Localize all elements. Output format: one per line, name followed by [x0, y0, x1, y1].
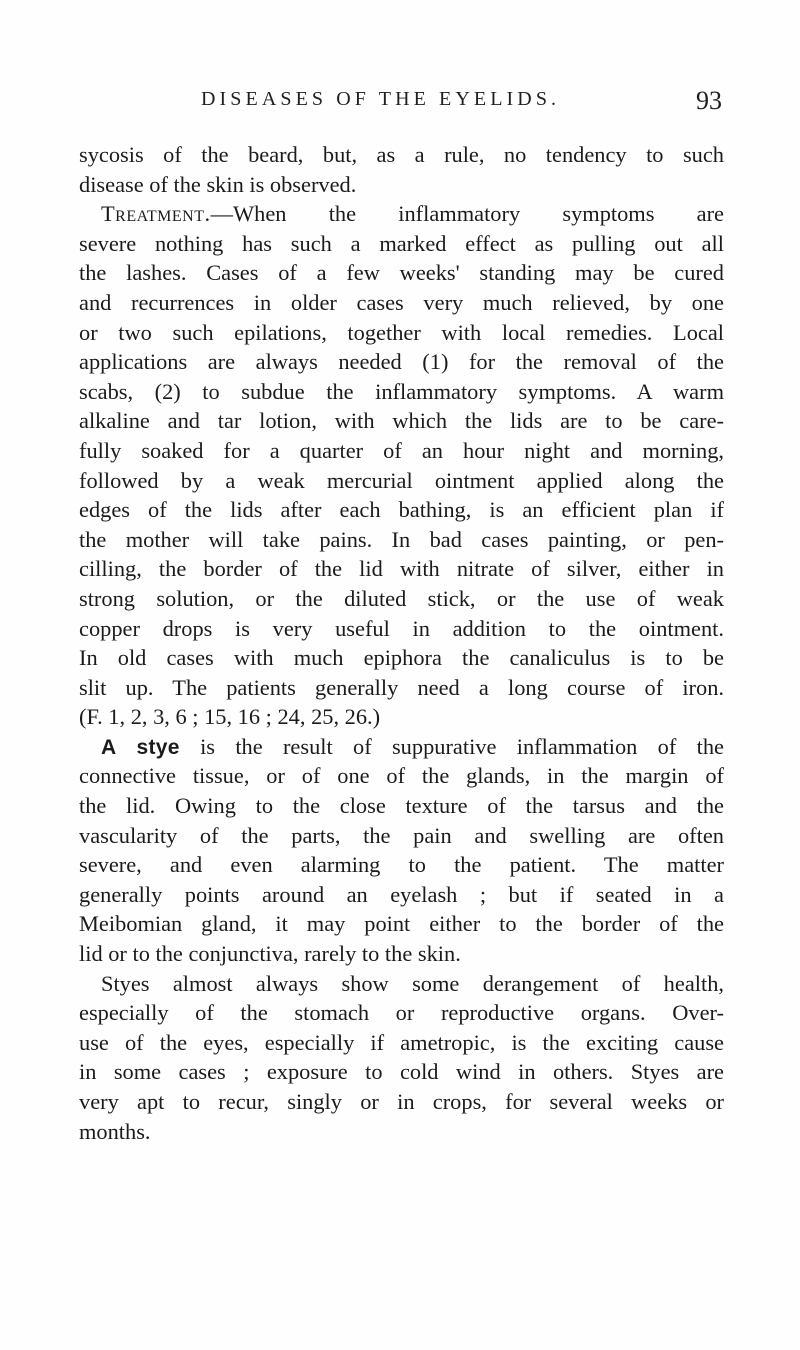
text-line: and recurrences in older cases very much relieved, by one [79, 289, 724, 315]
text-line: generally points around an eyelash ; but if seated in a [79, 881, 724, 907]
text-line: lid or to the conjunctiva, rarely to the skin. [79, 941, 461, 967]
treatment-heading: Treatment. [101, 201, 211, 227]
text-line: use of the eyes, especially if ametropic, is the exciting cause [79, 1029, 724, 1055]
text-line: fully soaked for a quarter of an hour night and morning, [79, 437, 724, 463]
running-head [79, 88, 722, 118]
text-line: severe nothing has such a marked effect as pulling out all [79, 230, 724, 256]
running-title: DISEASES OF THE EYELIDS. [201, 88, 561, 110]
text-line: sycosis of the beard, but, as a rule, no tendency to such [79, 142, 724, 167]
text-line: especially of the stomach or reproductive organs. Over- [79, 1000, 724, 1026]
text-line: slit up. The patients generally need a long course of iron. [79, 674, 724, 700]
text-line: applications are always needed (1) for the removal of the [79, 349, 724, 375]
text-line [79, 199, 724, 229]
text-line: scabs, (2) to subdue the inflammatory symptoms. A warm [79, 378, 724, 404]
text-line: very apt to recur, singly or in crops, for several weeks or [79, 1089, 724, 1114]
text-line: strong solution, or the diluted stick, or the use of weak [79, 585, 724, 611]
text-line: or two such epilations, together with local remedies. Local [79, 319, 724, 345]
text-line: alkaline and tar lotion, with which the lids are to be care- [79, 408, 724, 434]
stye-term: A stye [101, 735, 180, 759]
text-line: vascularity of the parts, the pain and swelling are often [79, 822, 724, 848]
text-line-content: is the result of suppurative inflammation of the [200, 733, 724, 759]
text-line-content: —When the inflammatory symptoms are [210, 201, 724, 227]
text-line: edges of the lids after each bathing, is an efficient plan if [79, 497, 724, 523]
body-text [79, 140, 724, 1146]
text-line: the mother will take pains. In bad cases painting, or pen- [79, 526, 724, 552]
text-line: connective tissue, or of one of the glands, in the margin of [79, 763, 724, 789]
text-line: copper drops is very useful in addition to the ointment. [79, 615, 724, 641]
text-line: In old cases with much epiphora the canaliculus is to be [79, 645, 724, 671]
text-line: months. [79, 1118, 151, 1144]
page-number: 93 [696, 86, 722, 115]
text-line: in some cases ; exposure to cold wind in others. Styes are [79, 1059, 724, 1085]
text-line: disease of the skin is observed. [79, 171, 357, 197]
text-line: followed by a weak mercurial ointment applied along the [79, 467, 724, 493]
text-line: Meibomian gland, it may point either to the border of the [79, 911, 724, 937]
text-line: cilling, the border of the lid with nitrate of silver, either in [79, 556, 724, 582]
text-line: the lashes. Cases of a few weeks' standing may be cured [79, 260, 724, 286]
text-line [79, 732, 724, 762]
text-line: (F. 1, 2, 3, 6 ; 15, 16 ; 24, 25, 26.) [79, 704, 381, 730]
text-line: severe, and even alarming to the patient. The matter [79, 852, 724, 878]
text-line: the lid. Owing to the close texture of the tarsus and the [79, 793, 724, 819]
text-line: Styes almost always show some derangement of health, [101, 970, 724, 996]
